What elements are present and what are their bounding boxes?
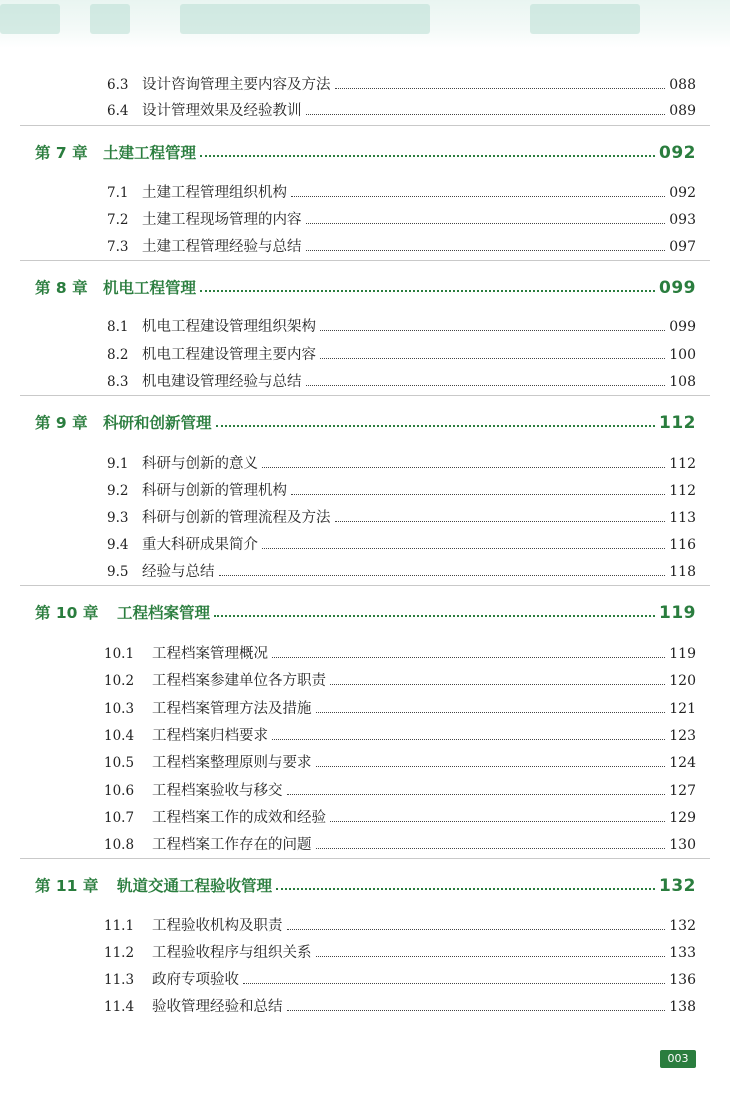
toc-entry-title: 科研与创新的意义 — [142, 456, 258, 472]
toc-entry-title: 工程档案管理概况 — [152, 646, 268, 662]
toc-leader-dots — [200, 155, 655, 157]
toc-chapter-row[interactable] — [0, 275, 730, 301]
toc-entry-number: 7.1 — [107, 185, 129, 201]
toc-leader-dots — [316, 766, 666, 767]
toc-leader-dots — [306, 223, 666, 224]
toc-section-row[interactable] — [0, 832, 730, 858]
toc-entry-title: 机电工程建设管理主要内容 — [142, 347, 316, 363]
toc-entry-number: 10.7 — [104, 810, 135, 826]
toc-entry-page: 133 — [669, 945, 696, 961]
toc-leader-dots — [316, 956, 666, 957]
toc-entry-page: 112 — [669, 483, 696, 499]
toc-entry-title: 土建工程现场管理的内容 — [142, 212, 302, 228]
toc-section-row[interactable] — [0, 559, 730, 585]
toc-chapter-row[interactable] — [0, 873, 730, 899]
toc-entry-number: 9.1 — [107, 456, 129, 472]
toc-entry-number: 10.6 — [104, 783, 135, 799]
toc-entry-number: 10.1 — [104, 646, 135, 662]
toc-section-row[interactable] — [0, 98, 730, 124]
toc-entry-page: 132 — [669, 918, 696, 934]
toc-leader-dots — [330, 821, 665, 822]
toc-leader-dots — [276, 888, 655, 890]
toc-entry-page: 124 — [669, 755, 696, 771]
toc-leader-dots — [320, 330, 665, 331]
toc-entry-page: 132 — [659, 876, 696, 896]
toc-leader-dots — [306, 114, 666, 115]
toc-leader-dots — [287, 929, 666, 930]
toc-entry-page: 120 — [669, 673, 696, 689]
toc-leader-dots — [330, 684, 665, 685]
toc-entry-number: 11.4 — [104, 999, 135, 1015]
toc-section-row[interactable] — [0, 750, 730, 776]
toc-section-row[interactable] — [0, 451, 730, 477]
toc-entry-title: 政府专项验收 — [152, 972, 239, 988]
toc-entry-page: 097 — [669, 239, 696, 255]
page-number-badge: 003 — [660, 1050, 696, 1068]
toc-section-row[interactable] — [0, 369, 730, 395]
toc-leader-dots — [287, 1010, 666, 1011]
toc-entry-number: 第 8 章 — [35, 279, 88, 297]
toc-entry-title: 轨道交通工程验收管理 — [117, 877, 273, 895]
toc-entry-title: 科研与创新的管理机构 — [142, 483, 287, 499]
toc-entry-number: 9.4 — [107, 537, 129, 553]
toc-section-row[interactable] — [0, 72, 730, 98]
toc-entry-page: 113 — [669, 510, 696, 526]
toc-section-row[interactable] — [0, 913, 730, 939]
toc-section-row[interactable] — [0, 994, 730, 1020]
toc-section-row[interactable] — [0, 967, 730, 993]
toc-entry-title: 土建工程管理经验与总结 — [142, 239, 302, 255]
toc-leader-dots — [316, 712, 666, 713]
toc-entry-page: 099 — [659, 278, 696, 298]
chapter-divider — [20, 260, 710, 261]
toc-section-row[interactable] — [0, 805, 730, 831]
toc-entry-page: 112 — [659, 413, 696, 433]
toc-chapter-row[interactable] — [0, 600, 730, 626]
header-decoration-block — [90, 4, 130, 34]
toc-leader-dots — [262, 467, 665, 468]
toc-entry-title: 设计咨询管理主要内容及方法 — [142, 77, 331, 93]
toc-entry-page: 092 — [669, 185, 696, 201]
toc-section-row[interactable] — [0, 478, 730, 504]
toc-entry-number: 7.2 — [107, 212, 129, 228]
toc-leader-dots — [243, 983, 665, 984]
toc-leader-dots — [272, 739, 665, 740]
toc-entry-title: 重大科研成果简介 — [142, 537, 258, 553]
toc-entry-number: 10.2 — [104, 673, 135, 689]
toc-entry-page: 123 — [669, 728, 696, 744]
toc-chapter-row[interactable] — [0, 410, 730, 436]
toc-entry-title: 科研与创新的管理流程及方法 — [142, 510, 331, 526]
toc-entry-title: 工程档案管理方法及措施 — [152, 701, 312, 717]
toc-entry-number: 9.2 — [107, 483, 129, 499]
header-decoration-block — [530, 4, 640, 34]
toc-entry-title: 工程档案工作存在的问题 — [152, 837, 312, 853]
toc-entry-number: 8.1 — [107, 319, 129, 335]
toc-section-row[interactable] — [0, 778, 730, 804]
toc-section-row[interactable] — [0, 207, 730, 233]
toc-entry-page: 119 — [659, 603, 696, 623]
chapter-divider — [20, 858, 710, 859]
toc-entry-number: 10.3 — [104, 701, 135, 717]
toc-leader-dots — [291, 196, 665, 197]
toc-entry-title: 工程验收机构及职责 — [152, 918, 283, 934]
toc-entry-number: 10.5 — [104, 755, 135, 771]
toc-leader-dots — [287, 794, 666, 795]
header-decoration-block — [180, 4, 430, 34]
toc-entry-page: 127 — [669, 783, 696, 799]
toc-entry-page: 092 — [659, 143, 696, 163]
toc-entry-number: 6.3 — [107, 77, 129, 93]
toc-entry-page: 108 — [669, 374, 696, 390]
toc-section-row[interactable] — [0, 234, 730, 260]
toc-section-row[interactable] — [0, 668, 730, 694]
toc-leader-dots — [219, 575, 666, 576]
toc-entry-title: 工程档案参建单位各方职责 — [152, 673, 326, 689]
header-decoration-block — [0, 4, 60, 34]
toc-entry-title: 土建工程管理组织机构 — [142, 185, 287, 201]
toc-section-row[interactable] — [0, 505, 730, 531]
toc-entry-title: 设计管理效果及经验教训 — [142, 103, 302, 119]
toc-leader-dots — [262, 548, 665, 549]
toc-entry-title: 机电工程管理 — [103, 279, 197, 297]
toc-entry-number: 第 7 章 — [35, 144, 88, 162]
toc-entry-number: 9.5 — [107, 564, 129, 580]
toc-entry-page: 093 — [669, 212, 696, 228]
toc-leader-dots — [320, 358, 665, 359]
toc-entry-title: 验收管理经验和总结 — [152, 999, 283, 1015]
toc-entry-page: 118 — [669, 564, 696, 580]
toc-entry-page: 100 — [669, 347, 696, 363]
toc-leader-dots — [272, 657, 665, 658]
toc-section-row[interactable] — [0, 696, 730, 722]
toc-entry-page: 136 — [669, 972, 696, 988]
toc-entry-page: 119 — [669, 646, 696, 662]
toc-entry-number: 11.2 — [104, 945, 135, 961]
toc-entry-title: 工程验收程序与组织关系 — [152, 945, 312, 961]
toc-entry-number: 7.3 — [107, 239, 129, 255]
toc-leader-dots — [216, 425, 655, 427]
toc-entry-page: 129 — [669, 810, 696, 826]
toc-entry-page: 089 — [669, 103, 696, 119]
toc-entry-title: 工程档案整理原则与要求 — [152, 755, 312, 771]
toc-section-row[interactable] — [0, 641, 730, 667]
toc-entry-title: 土建工程管理 — [103, 144, 197, 162]
toc-entry-title: 工程档案验收与移交 — [152, 783, 283, 799]
toc-entry-title: 经验与总结 — [142, 564, 215, 580]
toc-entry-number: 11.1 — [104, 918, 135, 934]
toc-entry-number: 10.4 — [104, 728, 135, 744]
toc-entry-number: 8.2 — [107, 347, 129, 363]
toc-entry-page: 130 — [669, 837, 696, 853]
toc-entry-title: 科研和创新管理 — [103, 414, 212, 432]
chapter-divider — [20, 125, 710, 126]
toc-entry-title: 工程档案归档要求 — [152, 728, 268, 744]
toc-section-row[interactable] — [0, 723, 730, 749]
toc-section-row[interactable] — [0, 532, 730, 558]
toc-entry-number: 9.3 — [107, 510, 129, 526]
toc-entry-page: 112 — [669, 456, 696, 472]
toc-entry-number: 6.4 — [107, 103, 129, 119]
toc-entry-number: 第 10 章 — [35, 604, 99, 622]
toc-entry-page: 099 — [669, 319, 696, 335]
toc-entry-title: 机电建设管理经验与总结 — [142, 374, 302, 390]
toc-leader-dots — [335, 521, 666, 522]
toc-leader-dots — [306, 250, 666, 251]
toc-chapter-row[interactable] — [0, 140, 730, 166]
toc-entry-number: 8.3 — [107, 374, 129, 390]
toc-leader-dots — [335, 88, 666, 89]
toc-leader-dots — [214, 615, 655, 617]
header-decoration-band — [0, 0, 730, 48]
toc-entry-page: 121 — [669, 701, 696, 717]
toc-leader-dots — [200, 290, 655, 292]
toc-section-row[interactable] — [0, 314, 730, 340]
toc-section-row[interactable] — [0, 180, 730, 206]
toc-leader-dots — [291, 494, 665, 495]
toc-entry-page: 116 — [669, 537, 696, 553]
toc-entry-title: 机电工程建设管理组织架构 — [142, 319, 316, 335]
toc-section-row[interactable] — [0, 342, 730, 368]
toc-entry-number: 第 11 章 — [35, 877, 99, 895]
chapter-divider — [20, 395, 710, 396]
toc-entry-number: 第 9 章 — [35, 414, 88, 432]
chapter-divider — [20, 585, 710, 586]
toc-leader-dots — [306, 385, 666, 386]
toc-entry-page: 088 — [669, 77, 696, 93]
toc-section-row[interactable] — [0, 940, 730, 966]
toc-entry-number: 11.3 — [104, 972, 135, 988]
toc-entry-title: 工程档案管理 — [117, 604, 211, 622]
toc-leader-dots — [316, 848, 666, 849]
toc-entry-title: 工程档案工作的成效和经验 — [152, 810, 326, 826]
toc-entry-page: 138 — [669, 999, 696, 1015]
toc-entry-number: 10.8 — [104, 837, 135, 853]
